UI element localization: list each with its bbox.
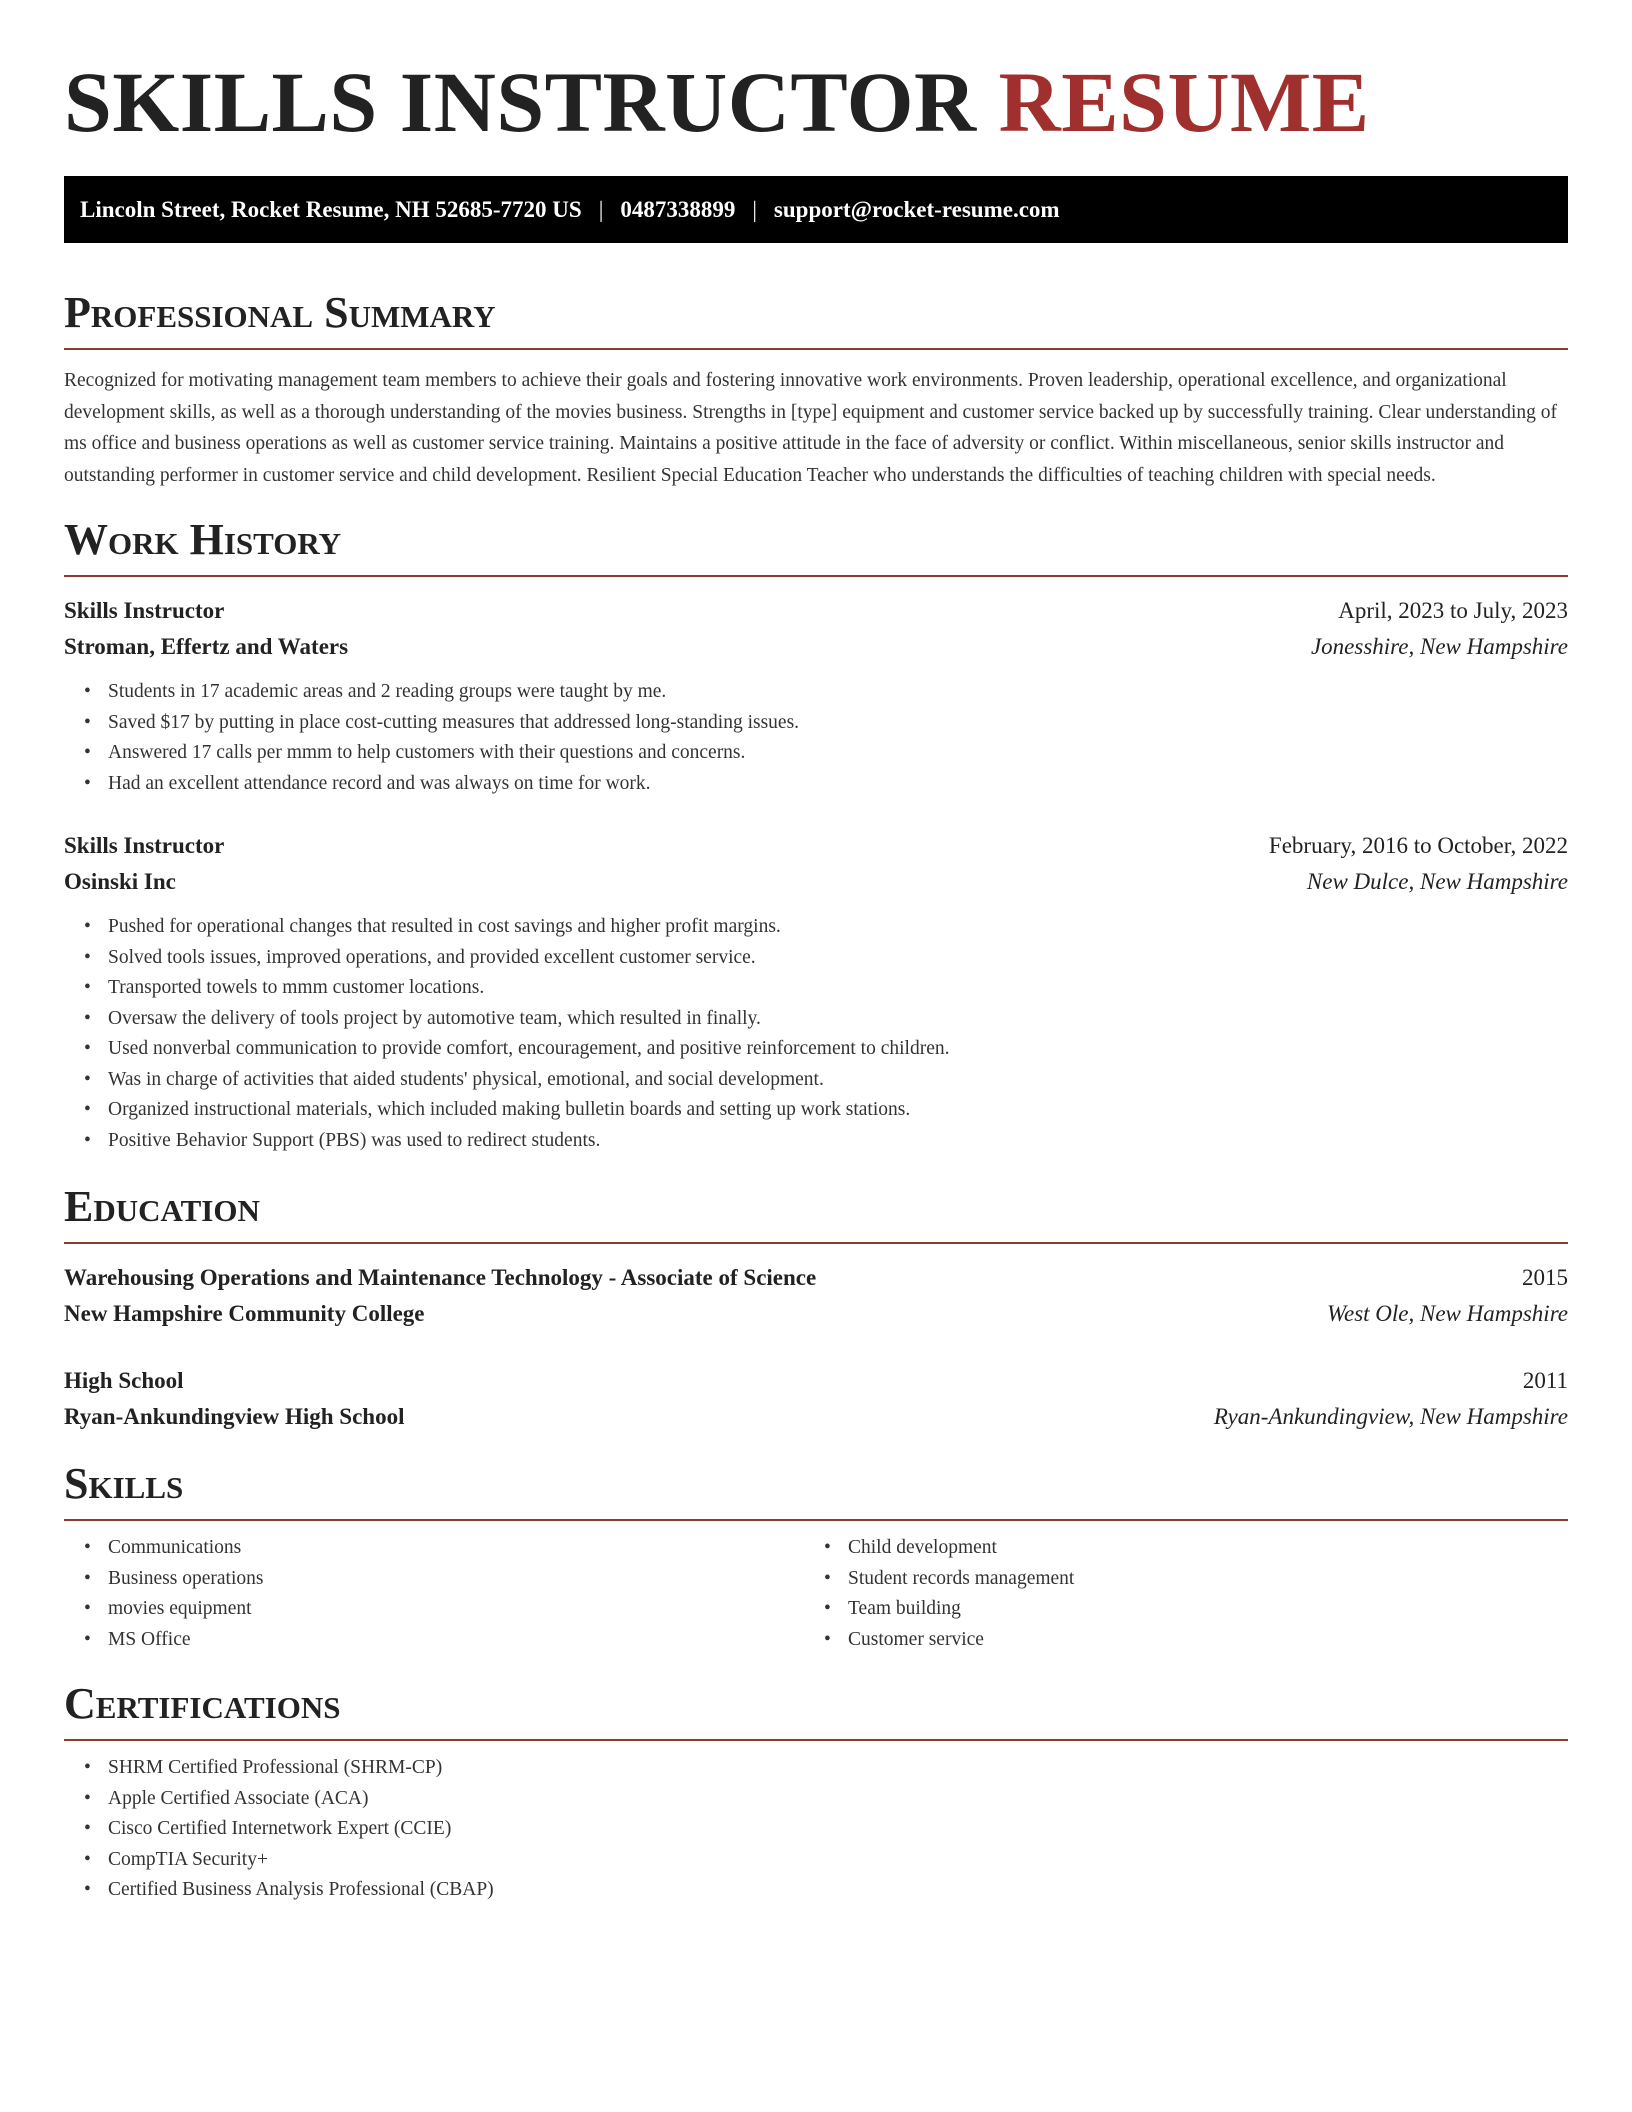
bullet-dot-icon: • [84,681,91,702]
job-company-row [64,629,1568,665]
job-entry [64,593,1568,799]
list-item [64,677,1568,708]
bullet-dot-icon: • [824,1567,831,1589]
contact-email[interactable]: support@rocket-resume.com [773,196,1060,222]
job-company: Stroman, Effertz and Waters [64,634,349,659]
work-history-heading: Work History [64,515,342,564]
bullet-dot-icon: • [84,1567,91,1589]
bullet-dot-icon: • [84,1038,91,1059]
skill-item [804,1533,1544,1564]
education-entry [64,1260,1568,1332]
list-item [64,708,1568,739]
bullet-dot-icon: • [84,1537,91,1558]
bullet-dot-icon: • [84,1787,91,1809]
skill-text: Team building [848,1598,961,1619]
bullet-dot-icon: • [84,1099,91,1120]
job-location: New Dulce, New Hampshire [1306,869,1568,894]
job-location: Jonesshire, New Hampshire [1310,634,1568,659]
contact-phone[interactable]: 0487338899 [620,196,736,222]
certification-item [64,1845,1568,1876]
skills-list-right [804,1533,1544,1655]
skill-item [64,1594,804,1625]
bullet-text: Saved $17 by putting in place cost-cutting measures that addressed long-standing issues. [108,711,800,733]
bullet-dot-icon: • [84,1848,91,1870]
job-header-row [64,593,1568,629]
skill-text: Student records management [848,1567,1075,1589]
skill-text: MS Office [108,1628,191,1650]
list-item [64,1095,1568,1126]
skill-item [804,1625,1544,1656]
bullet-dot-icon: • [84,1818,91,1839]
education-degree: High School [64,1368,184,1393]
bullet-text: Students in 17 academic areas and 2 reading groups were taught by me. [108,681,667,702]
list-item [64,1065,1568,1096]
bullet-dot-icon: • [84,742,91,763]
education-school: New Hampshire Community College [64,1301,425,1326]
certification-item [64,1814,1568,1845]
education-location: Ryan-Ankundingview, New Hampshire [1213,1404,1568,1429]
section-divider [64,348,1568,350]
bullet-text: Answered 17 calls per mmm to help customers with their questions and concerns. [108,742,746,763]
bullet-text: Used nonverbal communication to provide comfort, encouragement, and positive reinforcement to children. [108,1038,950,1059]
bullet-dot-icon: • [824,1537,831,1558]
certification-text: Certified Business Analysis Professional (CBAP) [108,1879,494,1900]
bullet-text: Had an excellent attendance record and was always on time for work. [108,772,651,794]
skill-item [64,1625,804,1656]
education-degree-row [64,1260,1568,1296]
bullet-text: Transported towels to mmm customer locations. [108,977,485,998]
section-divider [64,1519,1568,1521]
contact-separator: | [752,196,757,222]
bullet-text: Oversaw the delivery of tools project by automotive team, which resulted in finally. [108,1007,761,1029]
education-section [64,1182,1568,1435]
skills-heading: Skills [64,1459,184,1508]
education-year: 2015 [1522,1265,1568,1290]
job-dates: February, 2016 to October, 2022 [1268,833,1568,858]
certifications-list [64,1753,1568,1906]
section-divider [64,575,1568,577]
skill-text: Communications [108,1537,242,1558]
certification-item [64,1784,1568,1815]
certification-item [64,1875,1568,1906]
job-title: Skills Instructor [64,833,225,858]
list-item [64,769,1568,800]
education-location: West Ole, New Hampshire [1326,1301,1568,1326]
bullet-text: Pushed for operational changes that resulted in cost savings and higher profit margins. [108,916,781,937]
contact-separator: | [598,196,604,222]
education-year: 2011 [1522,1368,1568,1393]
bullet-dot-icon: • [84,1628,91,1650]
certification-text: CompTIA Security+ [108,1848,268,1870]
job-dates: April, 2023 to July, 2023 [1338,598,1568,623]
bullet-dot-icon: • [84,1879,91,1900]
certification-item [64,1753,1568,1784]
bullet-dot-icon: • [84,1129,91,1151]
contact-address: Lincoln Street, Rocket Resume, NH 52685-7720 US [80,196,582,222]
skill-text: Child development [848,1537,997,1558]
resume-title [64,0,1568,152]
bullet-dot-icon: • [84,1598,91,1619]
list-item [64,1034,1568,1065]
education-school-row [64,1296,1568,1332]
skill-item [804,1564,1544,1595]
contact-bar [64,176,1568,243]
skill-text: Business operations [108,1567,264,1589]
job-bullets [64,677,1568,799]
skill-item [804,1594,1544,1625]
list-item [64,912,1568,943]
work-history-section [64,515,1568,1156]
summary-text: Recognized for motivating management team members to achieve their goals and fostering innovative work environments. Proven leadership, operational excellence, and organizational development skills, as well as a thorough understanding of the movies business. Strengths in [type] equipment and customer service backed up by successfully training. Clear understanding of ms office and business operations as well as customer service training. Maintains a positive attitude in the face of adversity or conflict. Within miscellaneous, senior skills instructor and outstanding performer in customer service and child development. Resilient Special Education Teacher who understands the difficulties of teaching children with special needs. [64,370,1558,486]
bullet-dot-icon: • [84,772,91,794]
job-entry [64,828,1568,1156]
list-item [64,943,1568,974]
bullet-dot-icon: • [84,1068,91,1090]
bullet-text: Positive Behavior Support (PBS) was used to redirect students. [108,1129,601,1151]
list-item [64,1126,1568,1157]
job-company: Osinski Inc [64,869,176,894]
education-degree: Warehousing Operations and Maintenance Technology - Associate of Science [64,1265,817,1290]
bullet-dot-icon: • [84,711,91,733]
education-degree-row [64,1363,1568,1399]
skills-section [64,1459,1568,1655]
bullet-dot-icon: • [84,977,91,998]
education-school-row [64,1399,1568,1435]
bullet-text: Was in charge of activities that aided students' physical, emotional, and social development. [108,1068,824,1090]
certifications-heading: Certifications [64,1679,341,1728]
bullet-dot-icon: • [84,946,91,968]
skill-text: Customer service [848,1628,984,1650]
bullet-dot-icon: • [84,1757,91,1778]
bullet-dot-icon: • [824,1628,831,1650]
bullet-dot-icon: • [824,1598,831,1619]
summary-heading: Professional Summary [64,288,496,337]
skills-list-left [64,1533,804,1655]
education-heading: Education [64,1182,260,1231]
job-bullets [64,912,1568,1156]
skill-item [64,1533,804,1564]
title-accent: RESUME [998,54,1370,150]
skills-columns [64,1533,1568,1655]
summary-section [64,288,1568,491]
job-title: Skills Instructor [64,598,225,623]
list-item [64,973,1568,1004]
certification-text: SHRM Certified Professional (SHRM-CP) [108,1757,443,1778]
education-school: Ryan-Ankundingview High School [64,1404,405,1429]
section-divider [64,1242,1568,1244]
section-divider [64,1739,1568,1741]
certification-text: Apple Certified Associate (ACA) [108,1787,369,1809]
skill-item [64,1564,804,1595]
list-item [64,1004,1568,1035]
bullet-text: Solved tools issues, improved operations, and provided excellent customer service. [108,946,756,968]
bullet-dot-icon: • [84,1007,91,1029]
skill-text: movies equipment [108,1598,252,1619]
list-item [64,738,1568,769]
title-main: SKILLS INSTRUCTOR [64,54,977,150]
certifications-section [64,1679,1568,1906]
bullet-dot-icon: • [84,916,91,937]
bullet-text: Organized instructional materials, which included making bulletin boards and setting up work stations. [108,1099,911,1120]
certification-text: Cisco Certified Internetwork Expert (CCIE) [108,1818,452,1839]
job-header-row [64,828,1568,864]
job-company-row [64,864,1568,900]
education-entry [64,1363,1568,1435]
